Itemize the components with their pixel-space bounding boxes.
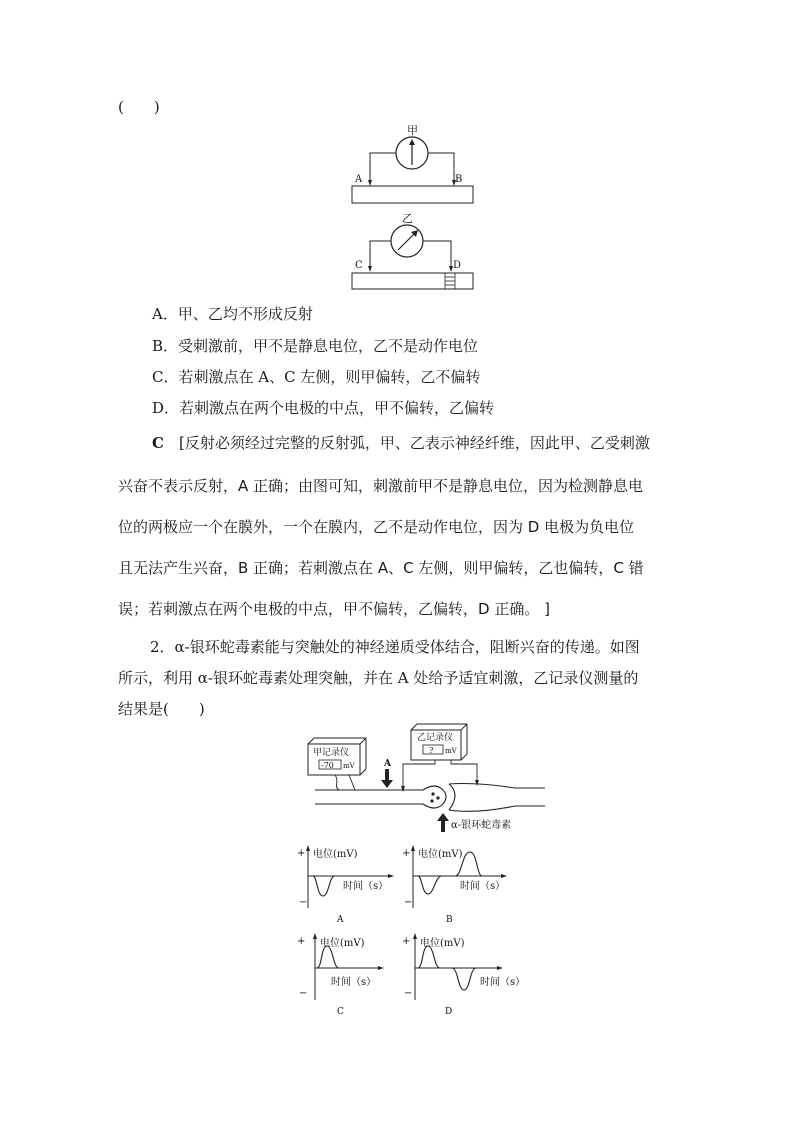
recorder-jia-label: 甲记录仪: [313, 748, 350, 758]
axon: [315, 786, 446, 808]
stimulus-arrow: [381, 780, 393, 788]
electrode-label-d: D: [453, 260, 462, 271]
graph-d-plus: +: [402, 936, 411, 947]
toxin-label: α-银环蛇毒素: [451, 820, 512, 831]
graph-a-minus: −: [299, 897, 308, 908]
graph-d-minus: −: [404, 988, 413, 999]
graph-d: [400, 930, 526, 1020]
nerve-fiber-jia: [352, 186, 473, 203]
postsynaptic-neuron: [449, 784, 545, 789]
graph-d-x-label: 时间（s）: [480, 977, 526, 988]
synapse-diagram: [305, 724, 555, 836]
stimulus-label: A: [384, 759, 391, 769]
graph-a-y-label: 电位(mV): [313, 849, 358, 860]
electrode-label-a: A: [355, 174, 363, 185]
graph-c: [295, 930, 395, 1020]
option-d: D．若刺激点在两个电极的中点，甲不偏转，乙偏转: [152, 399, 495, 417]
option-a: A．甲、乙均不形成反射: [152, 305, 313, 323]
graph-a-curve: [308, 876, 340, 896]
toxin-arrow: [437, 813, 449, 821]
answer-explanation-line-1: C [反射必须经过完整的反射弧，甲、乙表示神经纤维，因此甲、乙受刺激: [152, 434, 650, 452]
question2-stem-line-3: 结果是( ): [118, 700, 205, 718]
recorder-jia-value: -70: [321, 761, 334, 770]
graph-a-plus: +: [297, 848, 306, 859]
graph-a: [295, 842, 395, 926]
damaged-region: [445, 273, 455, 289]
graph-c-curve: [315, 946, 339, 968]
answer-explanation-line-4: 且无法产生兴奋，B 正确；若刺激点在 A、C 左侧，则甲偏转，乙也偏转，C 错: [118, 559, 644, 577]
answer-explanation-line-5: 误；若刺激点在两个电极的中点，甲不偏转，乙偏转，D 正确。 ]: [118, 600, 550, 618]
nerve-fiber-diagram: [345, 120, 480, 295]
graph-c-minus: −: [299, 988, 308, 999]
graph-c-plus: +: [297, 936, 306, 947]
recorder-jia-unit: mV: [343, 762, 355, 770]
graph-b-caption: B: [446, 915, 453, 925]
graph-d-y-label: 电位(mV): [420, 938, 465, 949]
graph-c-x-label: 时间（s）: [331, 977, 377, 988]
graph-b-y-label: 电位(mV): [418, 849, 463, 860]
graph-d-caption: D: [445, 1007, 453, 1017]
needle-yi: [398, 232, 416, 250]
graph-c-caption: C: [337, 1007, 344, 1017]
answer-explanation-line-3: 位的两极应一个在膜外，一个在膜内，乙不是动作电位，因为 D 电极为负电位: [118, 518, 635, 536]
option-c: C．若刺激点在 A、C 左侧，则甲偏转，乙不偏转: [152, 368, 481, 386]
graph-a-caption: A: [337, 915, 344, 925]
electrode-label-b: B: [455, 174, 463, 185]
graph-b-plus: +: [402, 848, 411, 859]
graph-b-minus: −: [404, 897, 413, 908]
recorder-yi-unit: mV: [445, 747, 457, 755]
graph-c-y-label: 电位(mV): [320, 938, 365, 949]
answer-explanation-line-2: 兴奋不表示反射，A 正确；由图可知，刺激前甲不是静息电位，因为检测静息电: [118, 477, 644, 495]
question2-stem-line-1: 2．α-银环蛇毒素能与突触处的神经递质受体结合，阻断兴奋的传递。如图: [150, 638, 640, 656]
question2-stem-line-2: 所示，利用 α-银环蛇毒素处理突触，并在 A 处给予适宜刺激，乙记录仪测量的: [118, 669, 639, 687]
graph-b: [400, 842, 510, 926]
electrode-label-c: C: [355, 260, 363, 271]
recorder-yi-value: ?: [429, 746, 434, 755]
option-b: B．受刺激前，甲不是静息电位，乙不是动作电位: [152, 337, 479, 355]
answer-letter: C: [152, 434, 164, 452]
answer-bracket: ( ): [118, 98, 160, 116]
recorder-yi-label: 乙记录仪: [417, 733, 454, 743]
meter-label-yi: 乙: [402, 212, 413, 225]
meter-label-jia: 甲: [407, 124, 418, 137]
graph-a-x-label: 时间（s）: [343, 881, 389, 892]
graph-b-x-label: 时间（s）: [460, 881, 506, 892]
